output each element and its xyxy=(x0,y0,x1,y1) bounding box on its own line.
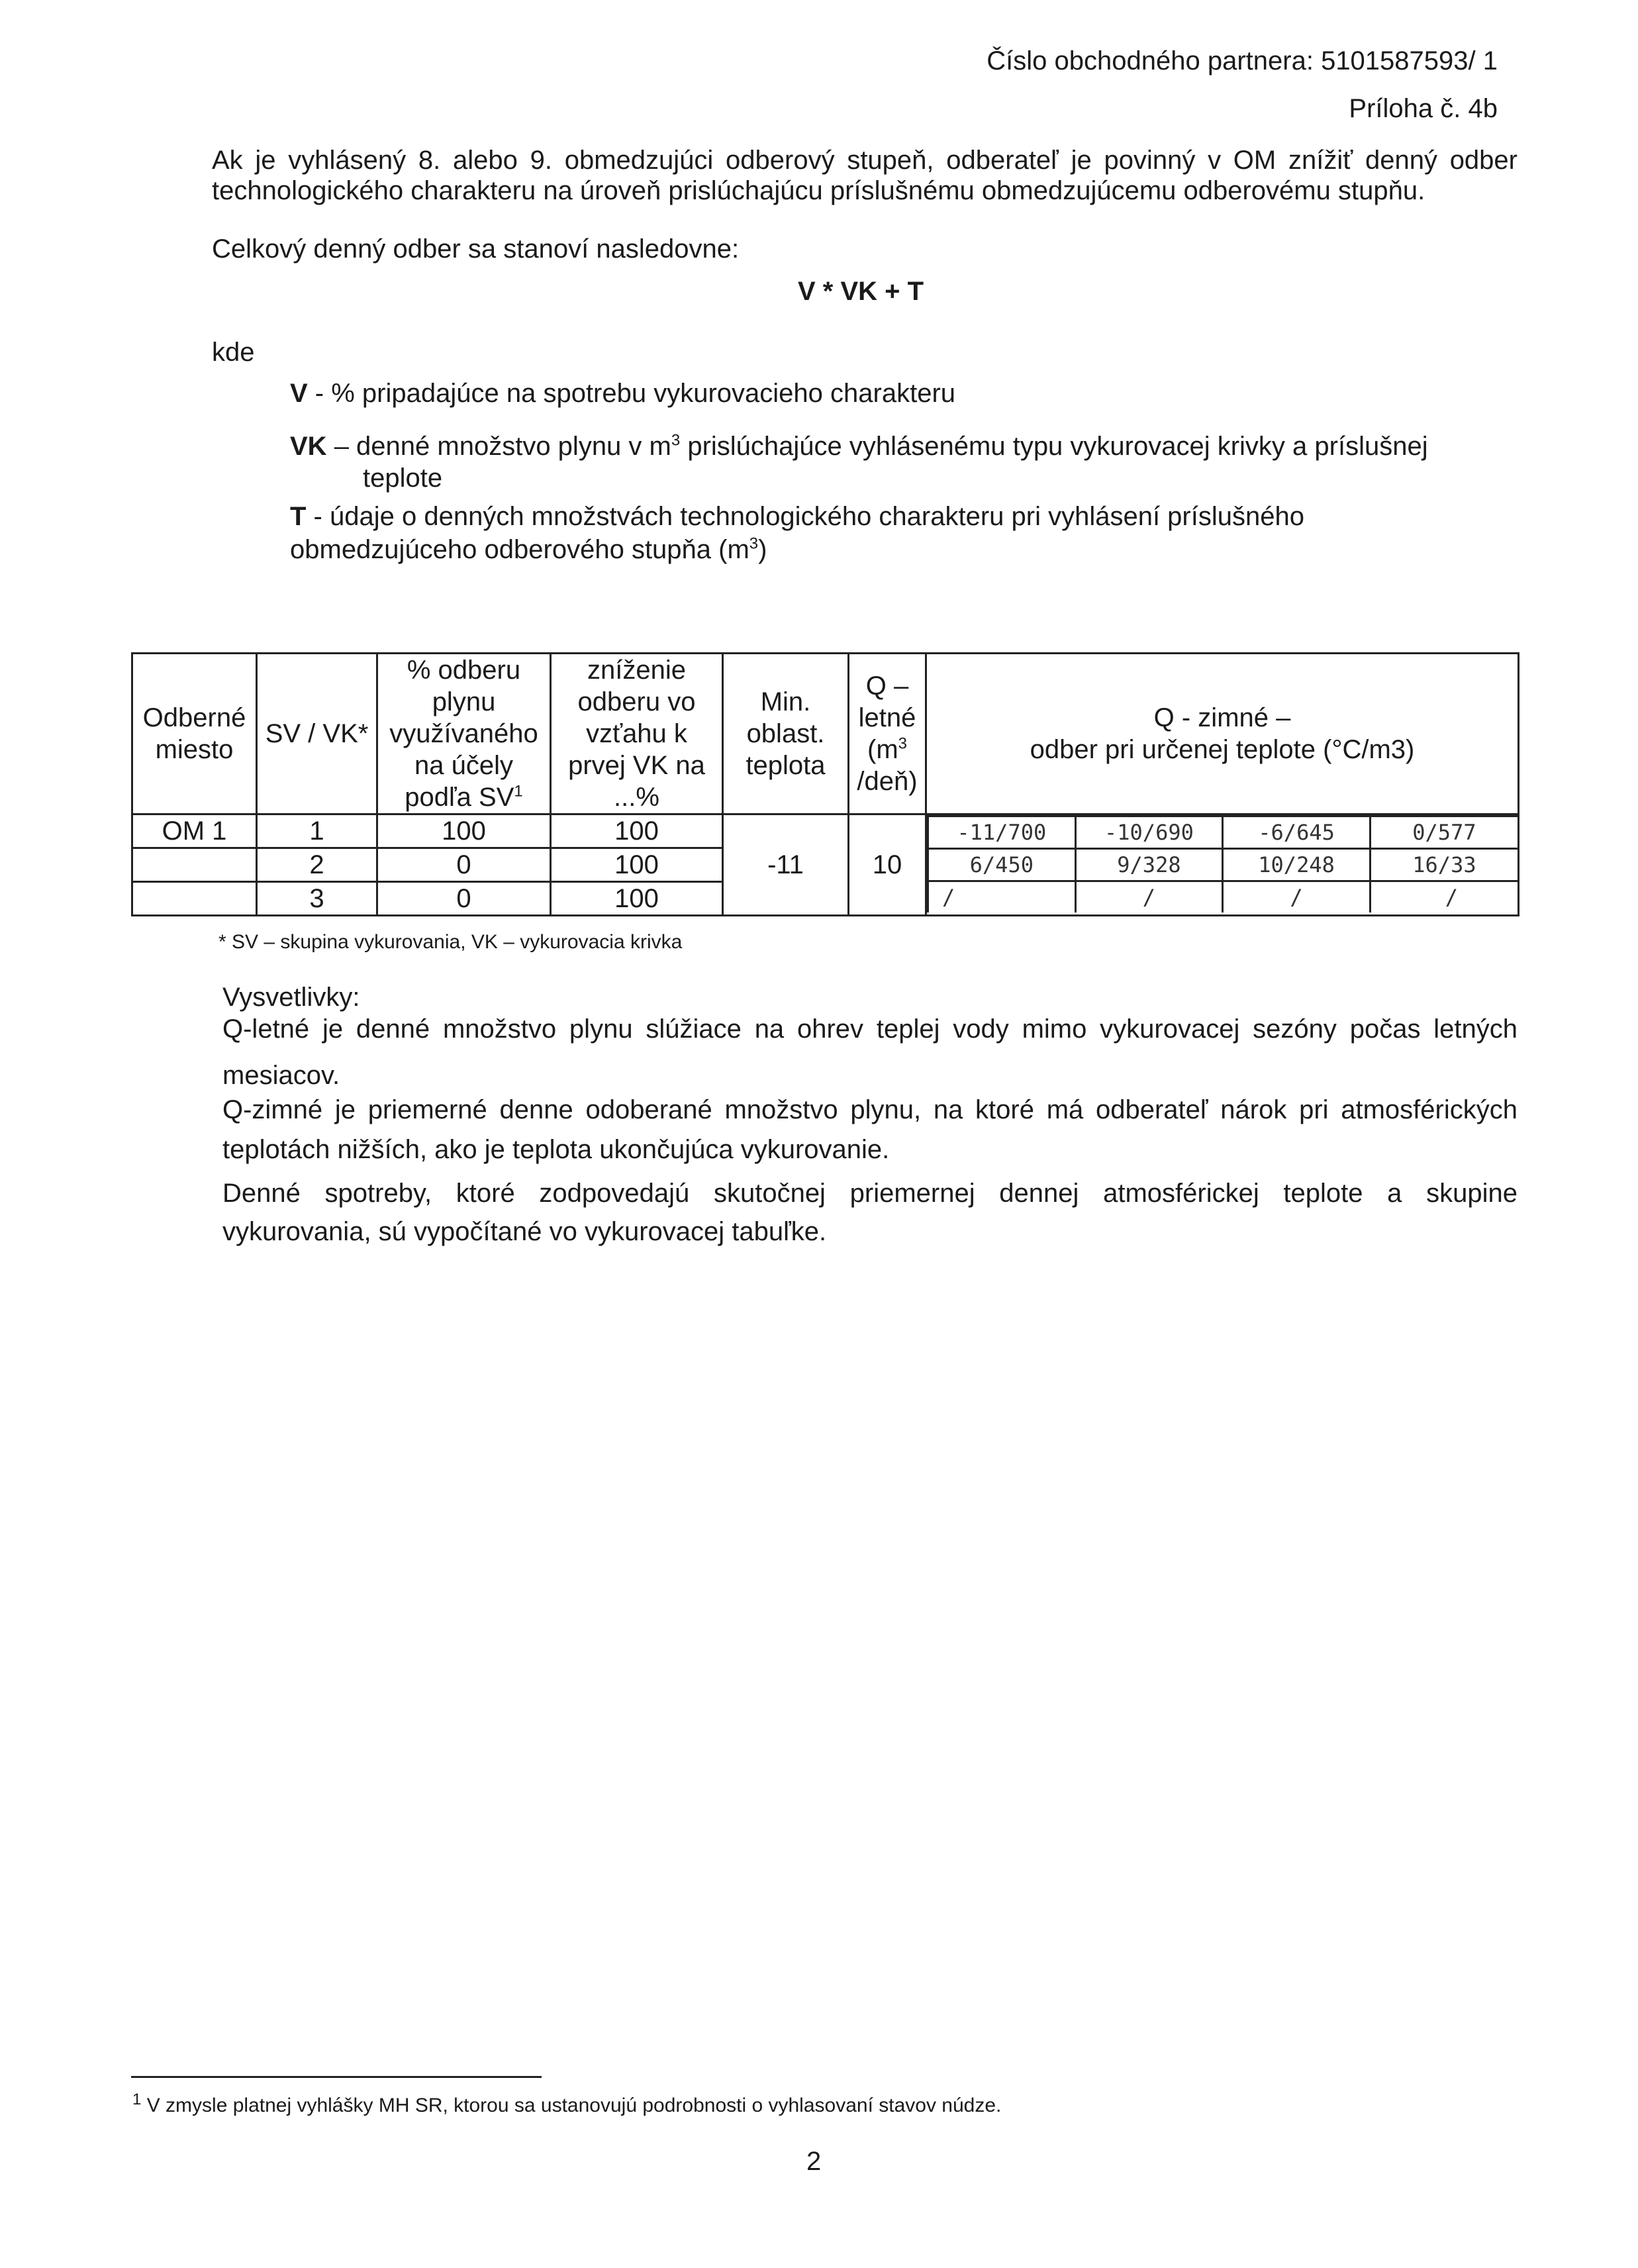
footnote-text: V zmysle platnej vyhlášky MH SR, ktorou sa ustanovujú podrobnosti o vyhlasovaní stavov núdze. xyxy=(146,2095,1002,2116)
qz-cell: -11/700 xyxy=(928,816,1076,849)
cell-zn: 100 xyxy=(551,814,723,848)
definition-v: V - % pripadajúce na spotrebu vykurovacieho charakteru xyxy=(290,379,956,408)
qz-cell: 16/33 xyxy=(1370,849,1518,881)
explanation-q-zimne: Q-zimné je priemerné denne odoberané množstvo plynu, na ktoré má odberateľ nárok pri atmosférických xyxy=(222,1095,1518,1124)
intro-line-3: Celkový denný odber sa stanoví nasledovne: xyxy=(212,234,740,264)
cell-sv: 3 xyxy=(257,882,377,916)
cell-zn: 100 xyxy=(551,882,723,916)
footnote-number: 1 xyxy=(132,2091,142,2108)
qz-cell: / xyxy=(1370,881,1518,913)
partner-number: Číslo obchodného partnera: 5101587593/ 1 xyxy=(987,46,1498,75)
cell-min-teplota: -11 xyxy=(723,814,849,916)
explanations-title: Vysvetlivky: xyxy=(222,983,360,1012)
table-footnote: * SV – skupina vykurovania, VK – vykurovacia krivka xyxy=(218,931,683,953)
cell-q-zimne xyxy=(926,814,1519,916)
qz-cell: 9/328 xyxy=(1075,849,1223,881)
qz-cell: 6/450 xyxy=(928,849,1076,881)
cell-zn: 100 xyxy=(551,848,723,882)
qz-cell: -6/645 xyxy=(1223,816,1371,849)
header-znizenie: zníženie odberu vo vzťahu k prvej VK na ...% xyxy=(551,654,723,814)
table-row xyxy=(132,814,1519,848)
header-percent-odberu: % odberu plynu využívaného na účely podľa $SV^1$ xyxy=(377,654,551,814)
cell-om xyxy=(132,882,257,916)
cell-sv: 2 xyxy=(257,848,377,882)
term-t: T xyxy=(290,502,307,531)
consumption-table xyxy=(131,652,1519,916)
attachment-label: Príloha č. 4b xyxy=(1349,94,1498,123)
intro-line-2: technologického charakteru na úroveň prislúchajúcu príslušnému obmedzujúcemu odberovému stupňu. xyxy=(212,176,1425,205)
header-q-zimne: Q - zimné – odber pri určenej teplote (°C/m3) xyxy=(926,654,1519,814)
qz-cell: 10/248 xyxy=(1223,849,1371,881)
definition-t-cont: obmedzujúceho odberového stupňa $(m^3)$ xyxy=(290,534,767,564)
explanation-denne: Denné spotreby, ktoré zodpovedajú skutočnej priemernej dennej atmosférickej teplote a skupine xyxy=(222,1179,1518,1208)
cell-pct: 0 xyxy=(377,848,551,882)
qz-cell: / xyxy=(1075,881,1223,913)
header-q-letne: Q – letné ($m^3$ /deň) xyxy=(849,654,926,814)
footnote xyxy=(132,2091,1002,2118)
header-sv-vk: SV / VK* xyxy=(257,654,377,814)
cell-sv: 1 xyxy=(257,814,377,848)
term-vk: VK xyxy=(290,432,327,461)
header-odberne-miesto: Odberné miesto xyxy=(132,654,257,814)
footnote-separator xyxy=(131,2076,542,2078)
cell-pct: 0 xyxy=(377,882,551,916)
qz-cell: -10/690 xyxy=(1075,816,1223,849)
qz-cell: / xyxy=(928,881,1076,913)
explanation-q-letne: Q-letné je denné množstvo plynu slúžiace na ohrev teplej vody mimo vykurovacej sezóny počas letných xyxy=(222,1014,1518,1044)
q-zimne-grid xyxy=(927,815,1518,912)
header-min-teplota: Min. oblast. teplota xyxy=(723,654,849,814)
explanation-denne-cont: vykurovania, sú vypočítané vo vykurovacej tabuľke. xyxy=(222,1217,827,1246)
cell-om xyxy=(132,848,257,882)
definition-vk-cont: teplote xyxy=(363,464,443,493)
cell-pct: 100 xyxy=(377,814,551,848)
cell-q-letne: 10 xyxy=(849,814,926,916)
definition-vk: VK – denné množstvo plynu v $m^3$ prislúchajúce vyhlásenému typu vykurovacej krivky a príslušnej xyxy=(290,431,1428,461)
intro-line-1: Ak je vyhlásený 8. alebo 9. obmedzujúci odberový stupeň, odberateľ je povinný v OM znížiť denný odber xyxy=(212,146,1518,175)
qz-cell: 0/577 xyxy=(1370,816,1518,849)
page-number: 2 xyxy=(806,2147,822,2176)
term-v: V xyxy=(290,379,308,408)
qz-cell: / xyxy=(1223,881,1371,913)
explanation-q-zimne-cont: teplotách nižších, ako je teplota ukončujúca vykurovanie. xyxy=(222,1135,890,1164)
explanation-q-letne-cont: mesiacov. xyxy=(222,1061,340,1090)
formula: V * VK + T xyxy=(798,277,924,306)
definition-t: T - údaje o denných množstvách technologického charakteru pri vyhlásení príslušného xyxy=(290,502,1304,531)
kde-label: kde xyxy=(212,338,255,367)
cell-om: OM 1 xyxy=(132,814,257,848)
